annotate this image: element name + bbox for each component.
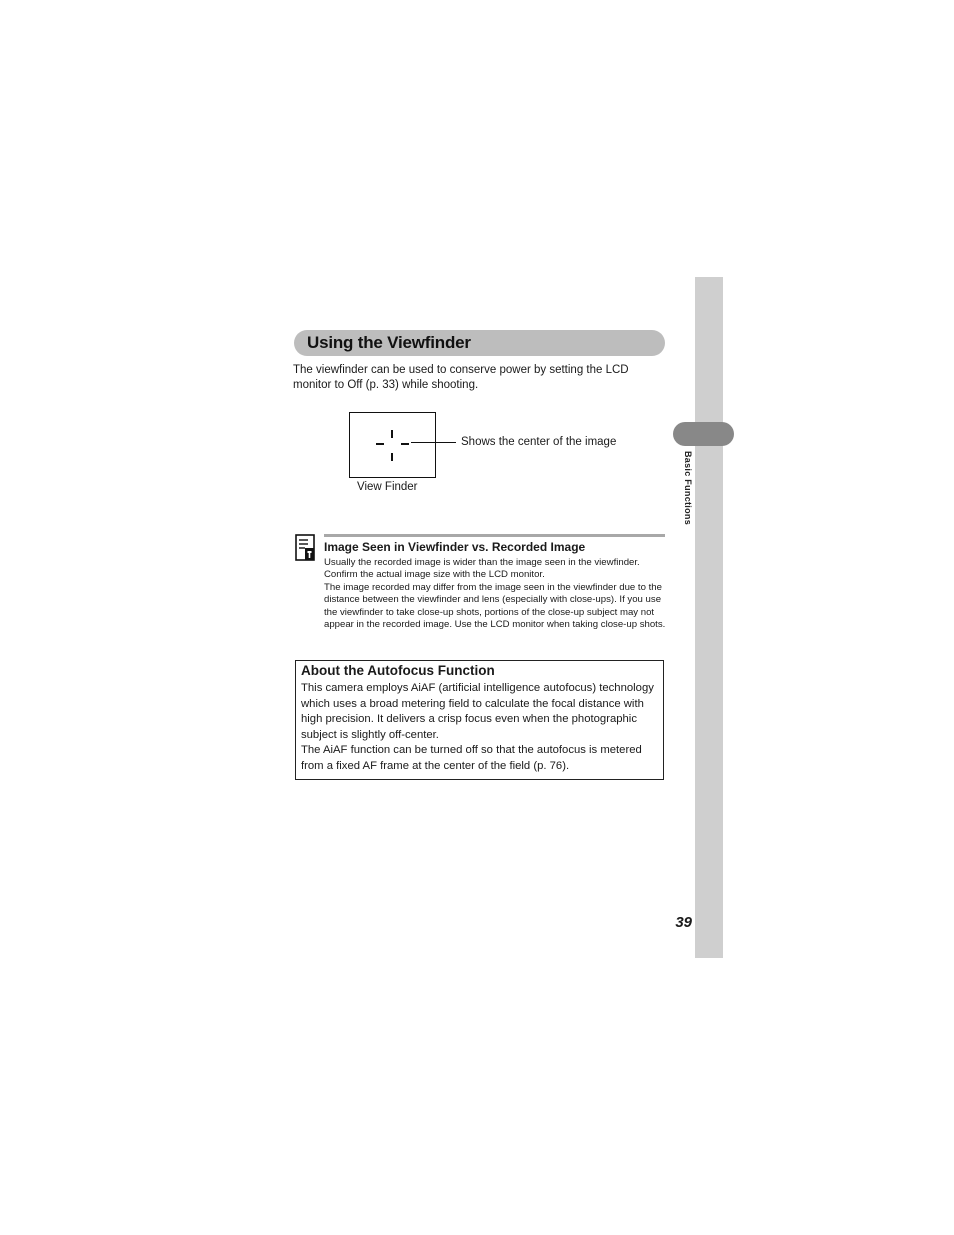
viewfinder-frame — [349, 412, 436, 478]
section-title-bar — [294, 330, 665, 356]
chapter-label: Basic Functions — [683, 450, 693, 525]
note-paragraph: Usually the recorded image is wider than the image seen in the viewfinder. Confirm the actual image size with the LCD monitor. — [324, 557, 640, 581]
center-mark-left — [376, 443, 384, 445]
callout-leader-line — [411, 442, 456, 443]
figure-caption: View Finder — [357, 481, 418, 493]
note-divider — [324, 534, 665, 537]
section-title: Using the Viewfinder — [307, 333, 471, 352]
autofocus-info-box — [295, 660, 664, 780]
chapter-side-strip — [695, 277, 723, 958]
note-paragraph: The image recorded may differ from the image seen in the viewfinder due to the distance between the viewfinder and lens (especially with close-ups). If you use the viewfinder to take close-up shots, portions of the close-up subject may not appear in the recorded image. Use the LCD monitor when taking close-up shots. — [324, 581, 666, 631]
note-body — [324, 557, 666, 631]
autofocus-title: About the Autofocus Function — [301, 663, 495, 678]
figure-callout: Shows the center of the image — [461, 436, 617, 448]
note-title: Image Seen in Viewfinder vs. Recorded Image — [324, 540, 586, 554]
intro-paragraph: The viewfinder can be used to conserve power by setting the LCD monitor to Off (p. 33) while shooting. — [293, 364, 629, 391]
memo-icon — [295, 534, 315, 561]
center-mark-bottom — [391, 453, 393, 461]
autofocus-paragraph: The AiAF function can be turned off so that the autofocus is metered from a fixed AF frame at the center of the field (p. 76). — [301, 744, 642, 772]
center-mark-right — [401, 443, 409, 445]
autofocus-paragraph: This camera employs AiAF (artificial intelligence autofocus) technology which uses a broad metering field to calculate the focal distance with high precision. It delivers a crisp focus even when the photographic subject is slightly off-center. — [301, 682, 654, 741]
center-mark-top — [391, 430, 393, 438]
page-number: 39 — [675, 914, 692, 931]
autofocus-body — [301, 681, 661, 774]
